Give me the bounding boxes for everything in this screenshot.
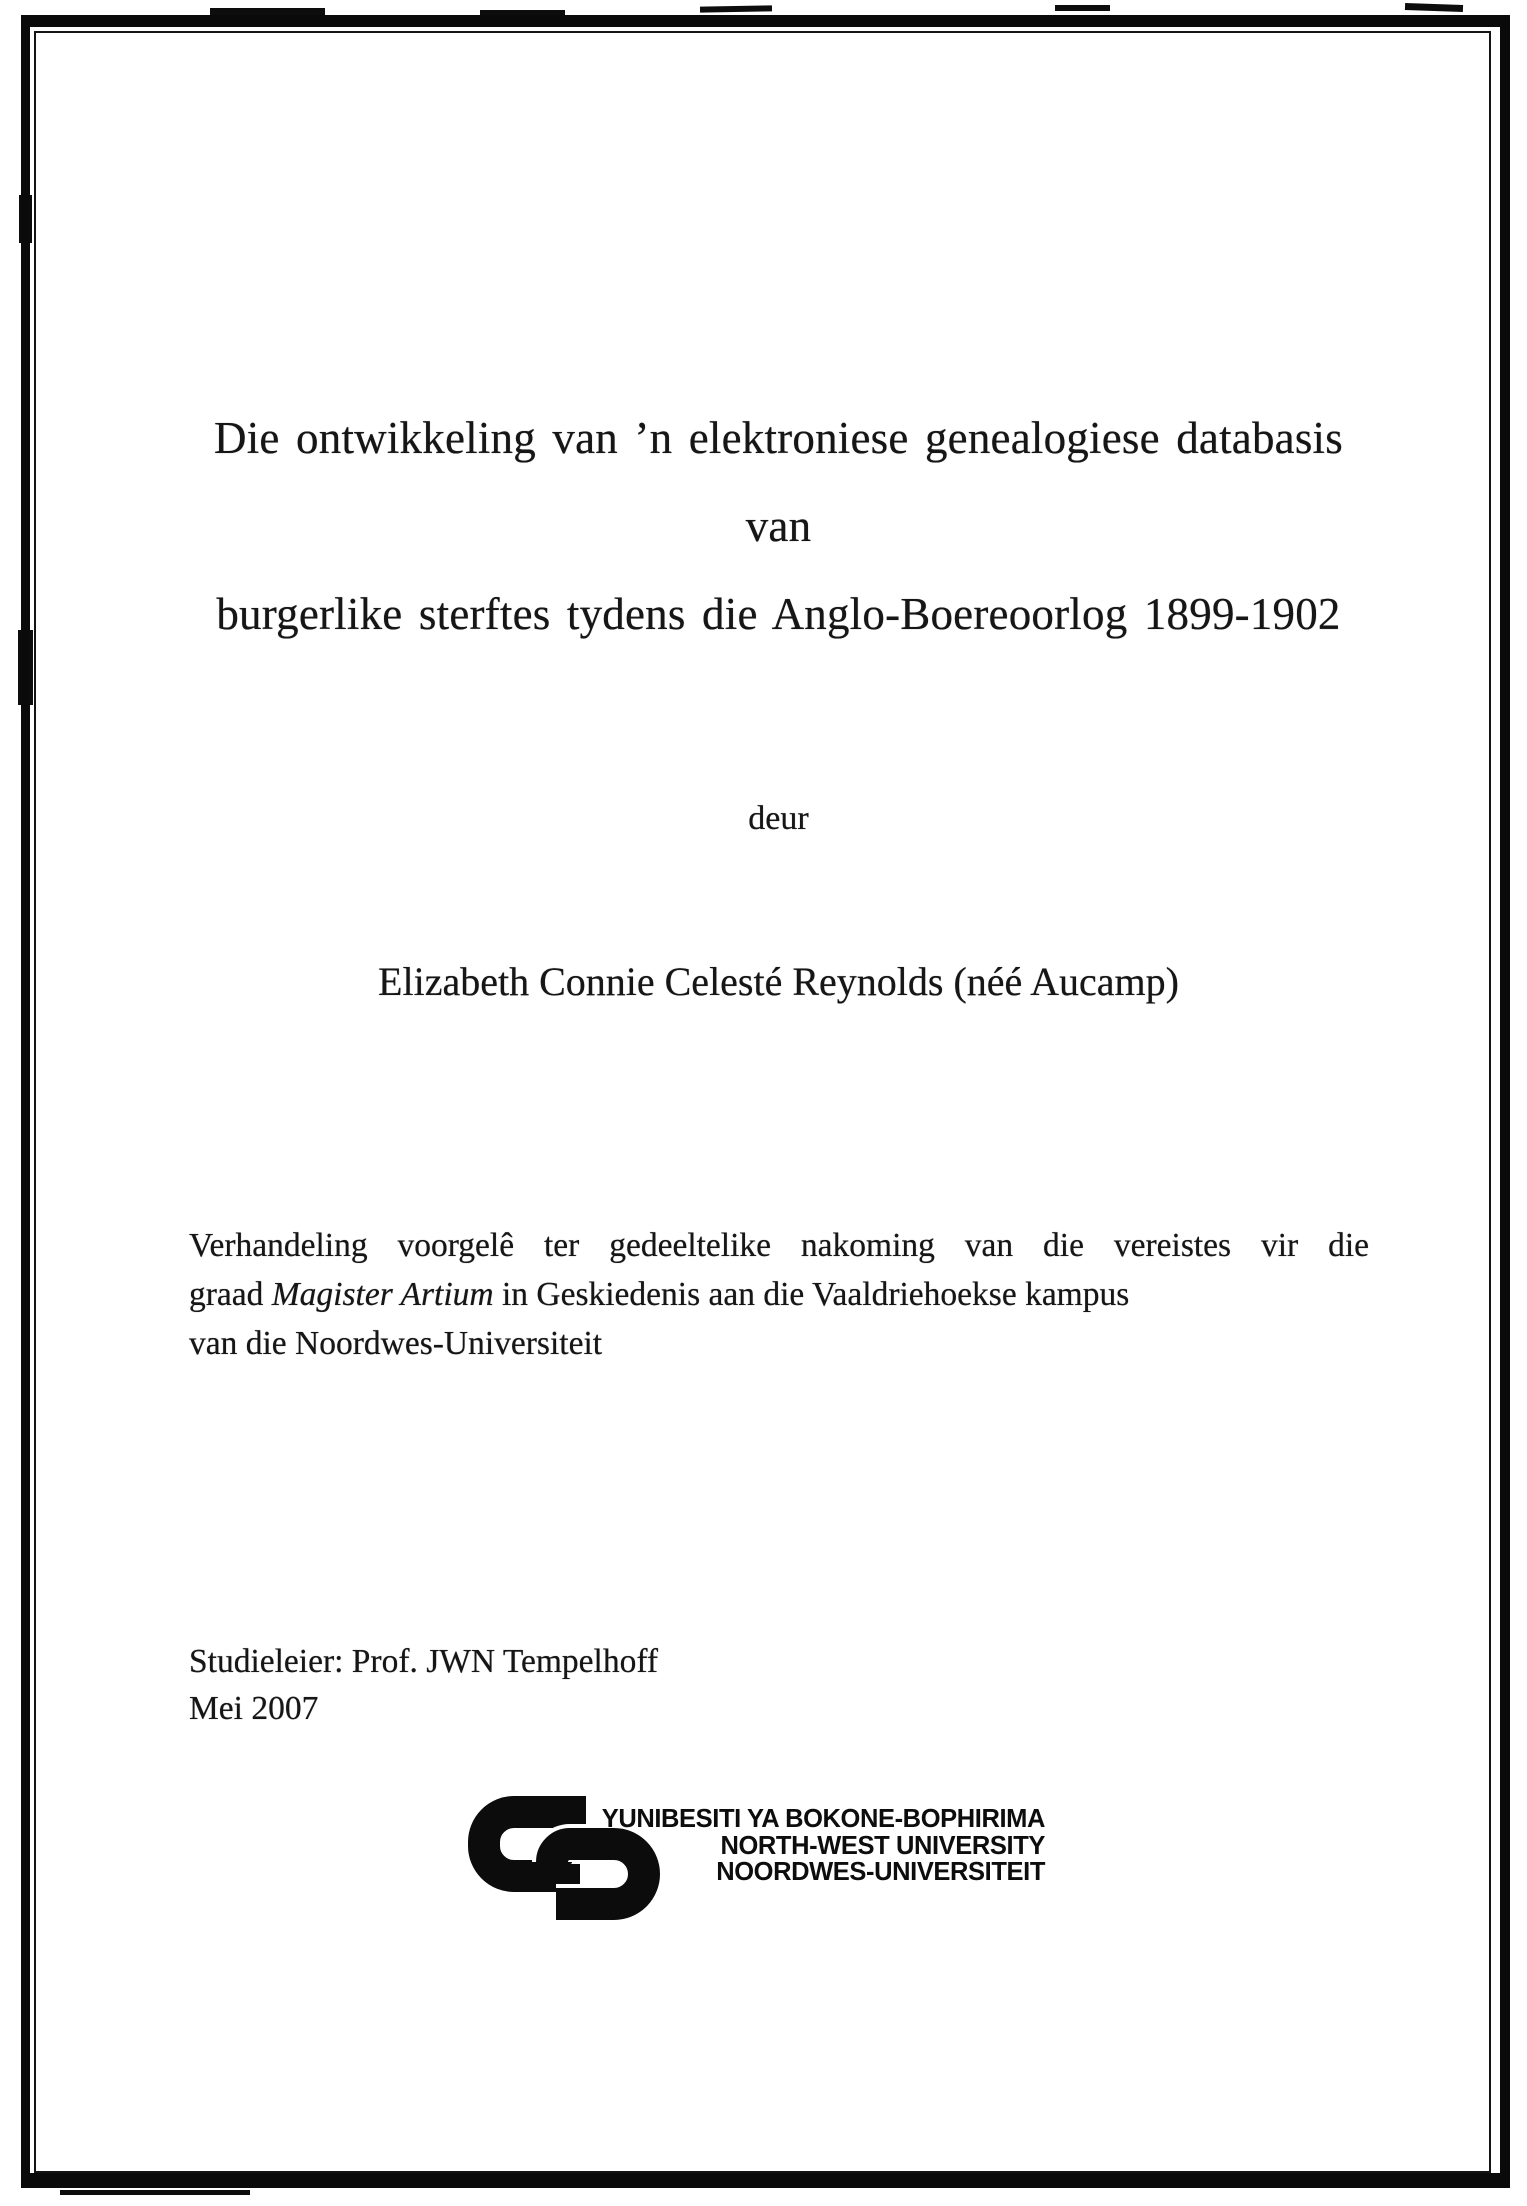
- degree-name: Magister Artium: [271, 1276, 494, 1313]
- supervisor-block: [189, 1638, 658, 1732]
- thesis-title: [186, 394, 1371, 658]
- logo-line-afrikaans: NOORDWES-UNIVERSITEIT: [716, 1858, 1045, 1886]
- submission-line2-post: in Geskiedenis aan die Vaaldriehoekse kampus: [493, 1276, 1130, 1313]
- submission-line3: van die Noordwes-Universiteit: [189, 1325, 603, 1362]
- logo-line-english: NORTH-WEST UNIVERSITY: [720, 1831, 1045, 1860]
- submission-line2: [189, 1270, 1369, 1319]
- supervisor-line: Studieleier: Prof. JWN Tempelhoff: [189, 1643, 659, 1680]
- thesis-title-line2: burgerlike sterftes tydens die Anglo-Boereoorlog 1899-1902: [216, 589, 1341, 639]
- thesis-title-line1: Die ontwikkeling van ’n elektroniese genealogiese databasis van: [214, 413, 1343, 551]
- date-line: Mei 2007: [189, 1690, 319, 1727]
- author-name: Elizabeth Connie Celesté Reynolds (néé Aucamp): [378, 959, 1179, 1004]
- submission-statement: [189, 1221, 1369, 1368]
- scan-artifact: [1405, 3, 1463, 12]
- submission-line2-pre: graad: [189, 1276, 272, 1313]
- byline-label: deur: [748, 800, 809, 837]
- logo-line-setswana: YUNIBESITI YA BOKONE-BOPHIRIMA: [601, 1805, 1045, 1833]
- scan-artifact: [210, 8, 325, 15]
- scan-artifact: [60, 2190, 250, 2195]
- scan-artifact: [700, 5, 772, 12]
- scan-artifact: [1055, 5, 1110, 11]
- university-logo-text: [558, 1806, 1045, 1886]
- submission-line1: Verhandeling voorgelê ter gedeeltelike nakoming van die vereistes vir die: [189, 1227, 1369, 1264]
